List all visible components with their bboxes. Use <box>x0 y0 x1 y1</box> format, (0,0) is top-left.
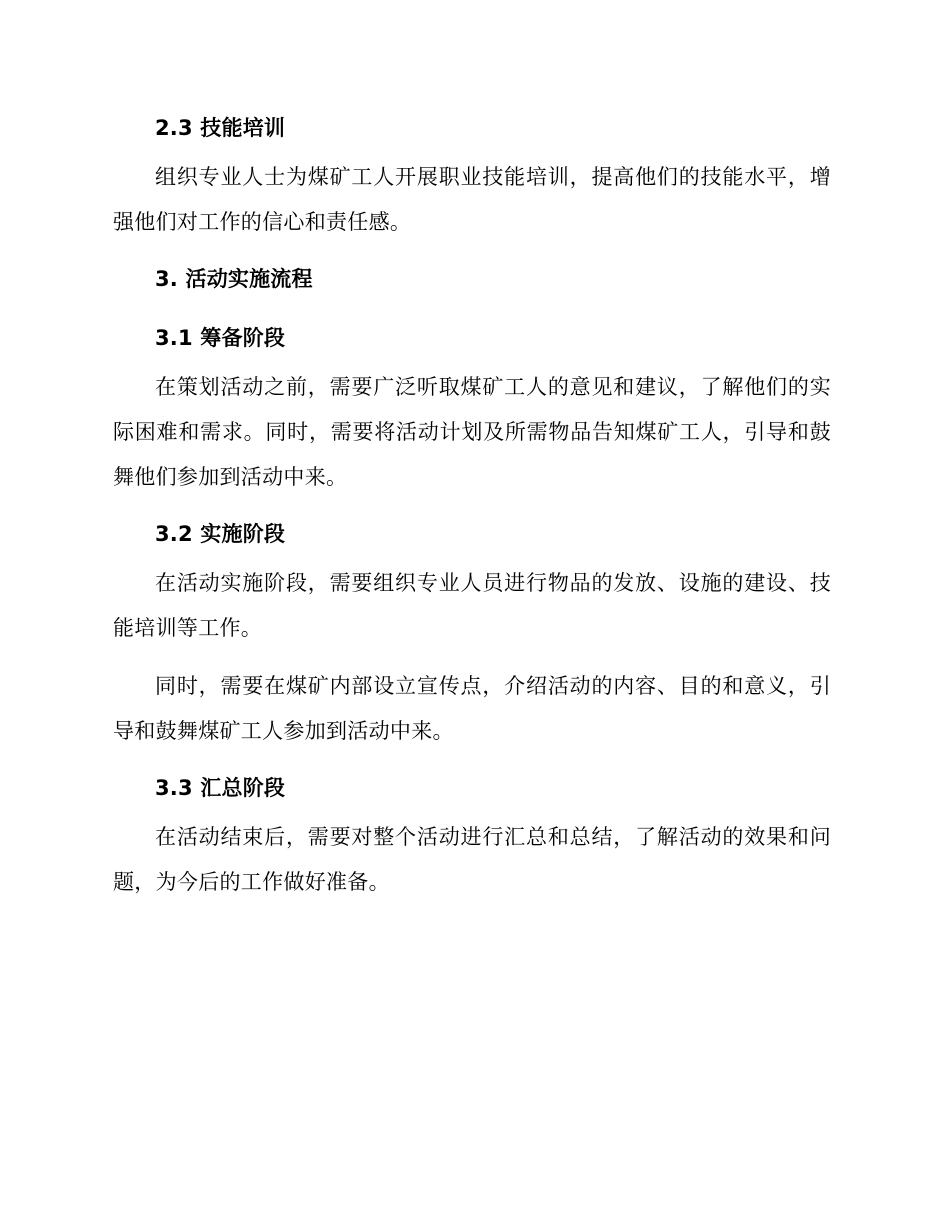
document-body <box>113 112 831 905</box>
paragraph-2-3: 组织专业人士为煤矿工人开展职业技能培训，提高他们的技能水平，增强他们对工作的信心和责任感。 <box>113 165 831 234</box>
section-heading-3-1: 3.1 筹备阶段 <box>155 326 286 350</box>
paragraph-3-2-b: 同时，需要在煤矿内部设立宣传点，介绍活动的内容、目的和意义，引导和鼓舞煤矿工人参加到活动中来。 <box>113 674 831 743</box>
section-heading-3-3: 3.3 汇总阶段 <box>155 776 286 800</box>
paragraph-3-2-a: 在活动实施阶段，需要组织专业人员进行物品的发放、设施的建设、技能培训等工作。 <box>113 571 831 640</box>
section-heading-2-3: 2.3 技能培训 <box>155 116 286 140</box>
section-heading-3: 3. 活动实施流程 <box>155 267 313 291</box>
paragraph-3-1: 在策划活动之前，需要广泛听取煤矿工人的意见和建议，了解他们的实际困难和需求。同时，需要将活动计划及所需物品告知煤矿工人，引导和鼓舞他们参加到活动中来。 <box>113 375 831 489</box>
section-heading-3-2: 3.2 实施阶段 <box>155 522 286 546</box>
paragraph-3-3: 在活动结束后，需要对整个活动进行汇总和总结，了解活动的效果和问题，为今后的工作做好准备。 <box>113 825 831 894</box>
